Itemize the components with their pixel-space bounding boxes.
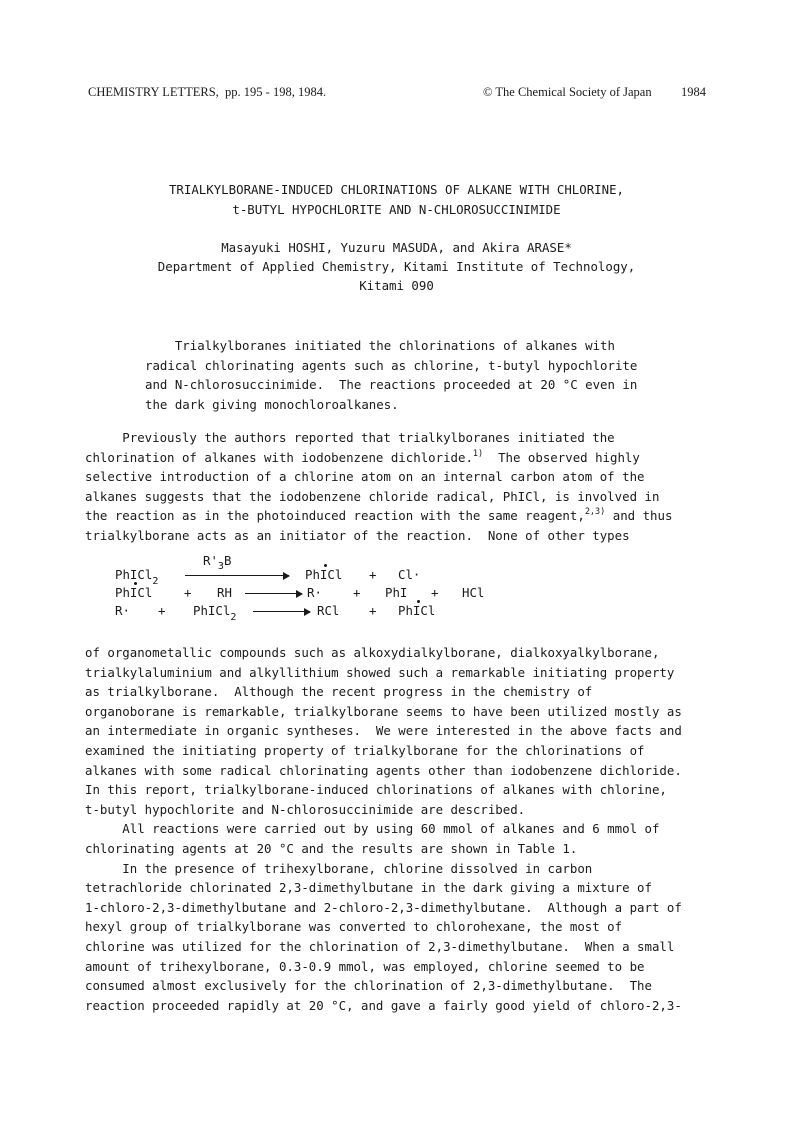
radical-dot [417,600,420,603]
reactant-text: PhICl [115,567,153,582]
abstract [145,336,665,414]
plus-sign: + [184,585,192,600]
product-phicl-radical: PhICl [305,567,343,582]
journal-citation [88,82,326,102]
body-text: and thus [605,508,673,524]
arrow-reagent [203,553,231,571]
body-line: trialkylborane acts as an initiator of the reaction. None of other types [85,527,630,543]
body-line: chlorine was utilized for the chlorination of 2,3-dimethylbutane. When a small [85,938,675,954]
reactant-phicl-radical: PhICl [115,585,153,600]
abstract-line: Trialkylboranes initiated the chlorinations of alkanes with [145,338,615,353]
reactant-subscript: 2 [230,612,237,623]
body-line: hexyl group of trialkylborane was converted to chlorohexane, the most of [85,919,623,935]
body-text: chlorination of alkanes with iodobenzene dichloride. [85,449,473,465]
journal-name: CHEMISTRY LETTERS, [88,85,219,99]
body-line: of organometallic compounds such as alkoxydialkylborane, dialkoxyalkylborane, [85,645,660,660]
reactant-phicl2 [193,603,236,621]
reagent-boron: B [223,553,232,568]
reactant-text: PhICl [193,603,231,618]
product-alkyl-radical: R· [307,585,322,600]
reagent-text: R' [203,553,218,568]
reaction-scheme [85,553,715,623]
body-line: selective introduction of a chlorine atom on an internal carbon atom of the [85,469,645,485]
body-line: tetrachloride chlorinated 2,3-dimethylbutane in the dark giving a mixture of [85,880,652,896]
body-text: The observed highly [483,449,640,465]
affiliation-line-2: Kitami 090 [359,278,434,293]
body-line: examined the initiating property of trialkylborane for the chlorinations of [85,742,645,758]
reactant-alkyl-radical: R· [115,603,130,618]
reference-marker: 1) [472,448,484,459]
body-line: In the presence of trihexylborane, chlorine dissolved in carbon [85,860,593,876]
body-line: 1-chloro-2,3-dimethylbutane and 2-chloro-2,3-dimethylbutane. Although a part of [85,899,682,915]
plus-sign: + [369,603,377,618]
body-line: chlorinating agents at 20 °C and the results are shown in Table 1. [85,840,578,856]
plus-sign: + [353,585,361,600]
plus-sign: + [369,567,377,582]
copyright-notice: © The Chemical Society of Japan [483,85,652,99]
journal-pages: pp. 195 - 198, 1984. [225,85,327,99]
body-line: In this report, trialkylborane-induced chlorinations of alkanes with chlorine, [85,782,667,798]
body-line: organoborane is remarkable, trialkylborane seems to have been utilized mostly as [85,703,682,719]
body-line: All reactions were carried out by using 60 mmol of alkanes and 6 mmol of [85,821,660,837]
reactant-subscript: 2 [152,576,159,587]
product-chlorine-radical: Cl· [398,567,421,582]
header-year: 1984 [681,85,706,99]
body-line [85,448,715,468]
body-text: the reaction as in the photoinduced reaction with the same reagent, [85,508,585,524]
reference-marker: 2,3) [584,507,606,518]
reaction-arrow [245,593,302,594]
body-line: amount of trihexylborane, 0.3-0.9 mmol, was employed, chlorine seemed to be [85,958,645,974]
radical-dot [324,564,327,567]
product-phicl-radical: PhICl [398,603,436,618]
reagent-subscript: 3 [217,561,224,572]
reactant-alkane: RH [217,585,232,600]
radical-dot [134,582,137,585]
body-line: Previously the authors reported that trialkylboranes initiated the [85,430,615,445]
abstract-line: and N-chlorosuccinimide. The reactions proceeded at 20 °C even in [145,377,638,393]
body-paragraph-2 [85,643,715,1015]
paper-title-line-1: TRIALKYLBORANE-INDUCED CHLORINATIONS OF ALKANE WITH CHLORINE, [168,182,625,197]
body-line: alkanes with some radical chlorinating agents other than iodobenzene dichloride. [85,762,682,778]
body-line: an intermediate in organic syntheses. We were interested in the above facts and [85,723,682,739]
plus-sign: + [158,603,166,618]
body-paragraph-1 [85,428,715,546]
product-iodobenzene: PhI [385,585,408,600]
body-line: reaction proceeded rapidly at 20 °C, and gave a fairly good yield of chloro-2,3- [85,997,682,1013]
body-line: as trialkylborane. Although the recent progress in the chemistry of [85,684,593,700]
body-line: t-butyl hypochlorite and N-chlorosuccinimide are described. [85,801,526,817]
abstract-line: radical chlorinating agents such as chlorine, t-butyl hypochlorite [145,357,638,373]
body-line [85,506,715,526]
plus-sign: + [431,585,439,600]
reaction-arrow [253,611,310,612]
body-line: consumed almost exclusively for the chlorination of 2,3-dimethylbutane. The [85,978,652,994]
product-alkyl-chloride: RCl [317,603,340,618]
body-line: alkanes suggests that the iodobenzene chloride radical, PhICl, is involved in [85,488,660,504]
product-hcl: HCl [462,585,485,600]
affiliation-line-1: Department of Applied Chemistry, Kitami Institute of Technology, [157,259,636,274]
reaction-arrow [185,575,289,576]
author-list: Masayuki HOSHI, Yuzuru MASUDA, and Akira ARASE* [221,240,572,255]
running-header [88,82,706,102]
paper-title-line-2: t-BUTYL HYPOCHLORITE AND N-CHLOROSUCCINIMIDE [232,202,561,217]
body-line: trialkylaluminium and alkyllithium showed such a remarkable initiating property [85,664,675,680]
abstract-line: the dark giving monochloroalkanes. [145,396,399,412]
